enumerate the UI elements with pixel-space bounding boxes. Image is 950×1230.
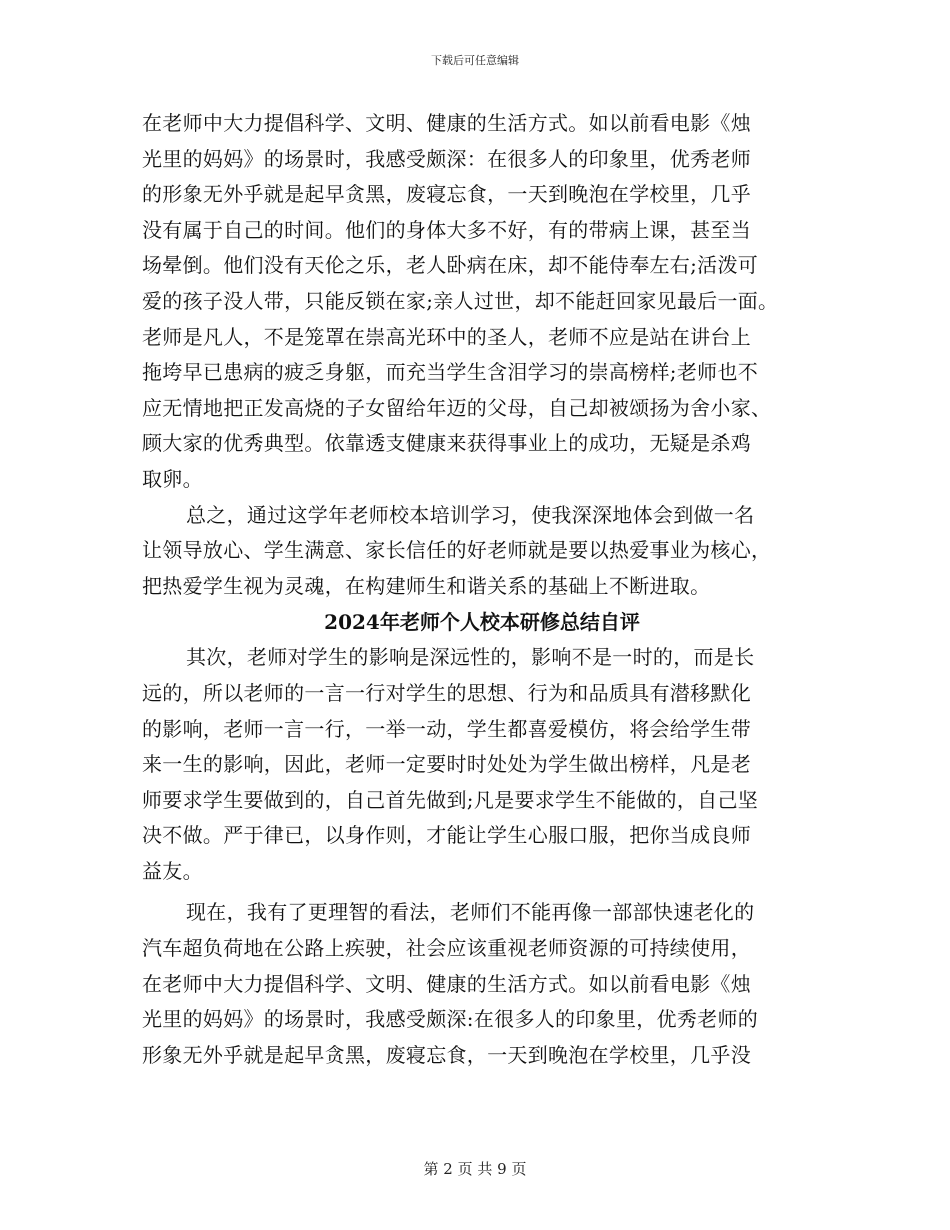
text-line: 远的，所以老师的一言一行对学生的思想、行为和品质具有潜移默化 [142,680,751,705]
text-line: 汽车超负荷地在公路上疾驶，社会应该重视老师资源的可持续使用， [142,936,751,961]
text-line: 爱的孩子没人带，只能反锁在家;亲人过世，却不能赶回家见最后一面。 [142,288,779,313]
text-line: 在老师中大力提倡科学、文明、健康的生活方式。如以前看电影《烛 [142,111,751,135]
text-line: 光里的妈妈》的场景时，我感受颇深：在很多人的印象里，优秀老师 [142,146,751,171]
paragraph-1 [142,106,822,498]
text-line: 老师是凡人，不是笼罩在崇高光环中的圣人，老师不应是站在讲台上 [142,324,751,349]
text-line: 来一生的影响，因此，老师一定要时时处处为学生做出榜样，凡是老 [142,752,751,777]
text-line: 应无情地把正发高烧的子女留给年迈的父母，自己却被颂扬为舍小家、 [142,395,772,420]
document-body [142,106,822,1073]
text-line: 总之，通过这学年老师校本培训学习，使我深深地体会到做一名 [186,502,755,527]
text-line: 没有属于自己的时间。他们的身体大多不好，有的带病上课，甚至当 [142,217,751,242]
paragraph-4 [142,895,822,1073]
text-line: 的影响，老师一言一行，一举一动，学生都喜爱模仿，将会给学生带 [142,716,751,741]
paragraph-3 [142,640,822,889]
text-line: 取卵。 [142,466,203,491]
text-line: 的形象无外乎就是起早贪黑，废寝忘食，一天到晚泡在学校里，几乎 [142,182,751,207]
text-line: 益友。 [142,858,203,883]
text-line: 把热爱学生视为灵魂，在构建师生和谐关系的基础上不断进取。 [142,573,711,598]
section-heading: 2024年老师个人校本研修总结自评 [324,610,640,635]
page-header: 下载后可任意编辑 [431,54,519,67]
text-line: 其次，老师对学生的影响是深远性的，影响不是一时的，而是长 [186,645,755,670]
text-line: 决不做。严于律已，以身作则，才能让学生心服口服，把你当成良师 [142,823,751,848]
text-line: 现在，我有了更理智的看法，老师们不能再像一部部快速老化的 [186,900,755,925]
text-line: 光里的妈妈》的场景时，我感受颇深:在很多人的印象里，优秀老师的 [142,1007,759,1032]
page-number-footer: 第 2 页 共 9 页 [423,1160,527,1178]
text-line: 在老师中大力提倡科学、文明、健康的生活方式。如以前看电影《烛 [142,971,751,996]
text-line: 师要求学生要做到的，自己首先做到;凡是要求学生不能做的，自己坚 [142,787,759,812]
text-line: 拖垮早已患病的疲乏身躯，而充当学生含泪学习的崇高榜样;老师也不 [142,360,759,385]
text-line: 形象无外乎就是起早贪黑，废寝忘食，一天到晚泡在学校里，几乎没 [142,1042,751,1067]
paragraph-2 [142,498,822,605]
text-line: 场晕倒。他们没有天伦之乐，老人卧病在床，却不能侍奉左右;活泼可 [142,253,759,278]
text-line: 让领导放心、学生满意、家长信任的好老师就是要以热爱事业为核心， [142,538,772,563]
text-line: 顾大家的优秀典型。依靠透支健康来获得事业上的成功，无疑是杀鸡 [142,431,751,456]
